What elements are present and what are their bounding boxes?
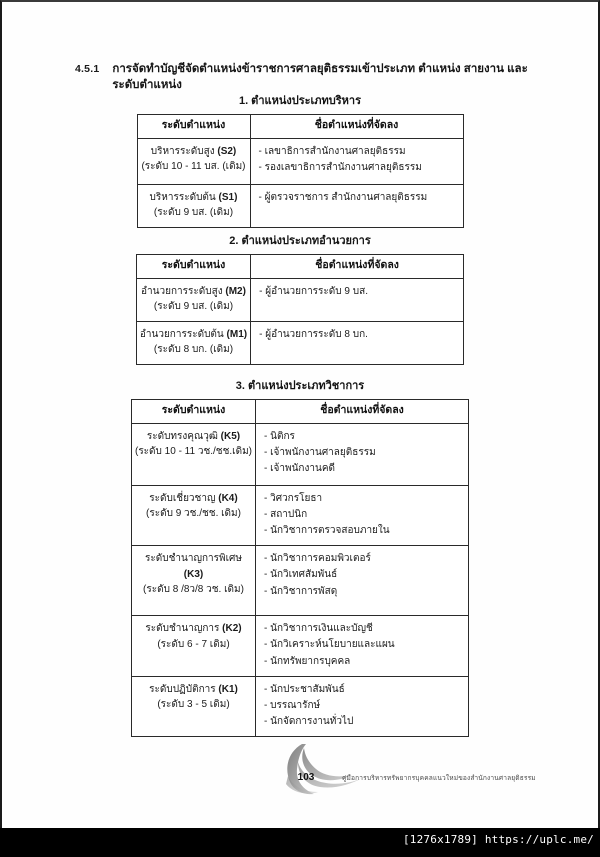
position-level-text	[137, 322, 250, 364]
position-level-cell	[131, 616, 255, 677]
position-names-list	[256, 677, 468, 737]
position-name-item: - ผู้อำนวยการระดับ 8 บก.	[259, 328, 368, 340]
position-level-text	[132, 486, 255, 528]
column-header	[137, 115, 250, 139]
position-level-line: (ระดับ 10 - 11 บส. (เดิม)	[141, 161, 246, 173]
position-names-cell	[256, 676, 469, 737]
position-level-line: (ระดับ 8 /8ว/8 วช. เดิม)	[143, 584, 244, 596]
position-names-list	[251, 185, 463, 212]
position-names-cell	[251, 278, 464, 321]
position-level-cell	[131, 546, 255, 616]
position-level-line: บริหารระดับสูง (S2)	[150, 145, 237, 157]
position-name-item: - รองเลขาธิการสำนักงานศาลยุติธรรม	[258, 161, 422, 173]
position-level-cell	[131, 676, 255, 737]
table-row	[131, 546, 468, 616]
position-level-line: ระดับปฏิบัติการ (K1)	[149, 683, 238, 695]
position-level-line: (ระดับ 8 บก. (เดิม)	[153, 344, 234, 356]
position-code: (M2)	[225, 285, 246, 297]
position-level-line	[135, 567, 252, 583]
table-row	[137, 184, 463, 227]
position-code: (K1)	[218, 683, 238, 695]
position-name-item: - นักจัดการงานทั่วไป	[264, 716, 354, 728]
position-names-list	[256, 486, 468, 546]
position-level-line: ระดับทรงคุณวุฒิ (K5)	[146, 430, 241, 442]
position-names-cell	[250, 184, 463, 227]
position-name-item: - นักประชาสัมพันธ์	[264, 683, 345, 695]
position-code: (M1)	[226, 328, 248, 340]
watermark-text: [1276x1789] https://uplc.me/	[402, 833, 594, 846]
position-name-item: - นักวิเทศสัมพันธ์	[264, 569, 338, 581]
table-caption: 2. ตำแหน่งประเภทอำนวยการ	[229, 235, 371, 247]
table-row	[136, 278, 463, 321]
position-level-text	[138, 139, 250, 181]
page-title: การจัดทำบัญชีจัดตำแหน่งข้าราชการศาลยุติธรรมเข้าประเภท ตำแหน่ง สายงาน และระดับตำแหน่ง	[112, 63, 528, 91]
position-level-line: (ระดับ 10 - 11 วช./ชช.เดิม)	[134, 446, 252, 458]
position-level-text	[132, 546, 255, 604]
table-header-row	[131, 400, 468, 424]
position-name-item: - เจ้าพนักงานคดี	[264, 463, 336, 475]
column-header	[131, 400, 255, 424]
position-table	[137, 114, 464, 228]
position-level-cell	[137, 138, 250, 184]
position-code: (K4)	[218, 492, 238, 504]
position-names-cell	[256, 485, 469, 546]
position-names-cell	[256, 616, 469, 677]
column-header-label: ระดับตำแหน่ง	[161, 119, 226, 131]
position-name-item: - นักวิชาการตรวจสอบภายใน	[264, 525, 390, 537]
position-level-text	[137, 279, 250, 321]
table-row	[137, 138, 463, 184]
table-block-3	[0, 376, 600, 737]
position-level-line: (ระดับ 6 - 7 เดิม)	[157, 638, 230, 650]
position-level-text	[132, 424, 255, 466]
position-level-text	[132, 677, 255, 719]
position-table	[136, 254, 464, 365]
position-level-line: อำนวยการระดับต้น (M1)	[139, 328, 248, 340]
position-code: (K2)	[222, 623, 242, 635]
column-header	[251, 255, 464, 279]
position-name-item: - วิศวกรโยธา	[264, 492, 323, 504]
position-names-list	[251, 139, 463, 182]
position-name-item: - ผู้ตรวจราชการ สำนักงานศาลยุติธรรม	[258, 191, 428, 203]
feather-swoosh-icon	[258, 742, 368, 798]
position-level-line: (ระดับ 9 บส. (เดิม)	[153, 207, 234, 219]
position-level-line: (ระดับ 9 วช./ชช. เดิม)	[146, 508, 241, 520]
position-names-list	[256, 546, 468, 606]
position-names-list	[251, 322, 463, 349]
footer-caption: คู่มือการบริหารทรัพยากรบุคคลแนวใหม่ของสำนักงานศาลยุติธรรม	[342, 775, 536, 782]
table-caption: 3. ตำแหน่งประเภทวิชาการ	[235, 380, 365, 392]
position-level-line: บริหารระดับต้น (S1)	[149, 191, 238, 203]
position-level-line: อำนวยการระดับสูง (M2)	[141, 285, 246, 297]
column-header	[256, 400, 469, 424]
position-level-cell	[137, 184, 250, 227]
table-row	[136, 321, 463, 364]
position-level-cell	[136, 321, 250, 364]
position-code: (S1)	[218, 191, 238, 203]
position-code: (S2)	[217, 145, 237, 157]
position-level-text	[138, 185, 250, 227]
position-name-item: - ผู้อำนวยการระดับ 9 บส.	[259, 285, 368, 297]
position-level-line: ระดับชำนาญการ (K2)	[145, 623, 242, 635]
position-names-cell	[256, 423, 469, 485]
position-name-item: - เลขาธิการสำนักงานศาลยุติธรรม	[258, 145, 406, 157]
table-row	[131, 423, 468, 485]
table-row	[131, 676, 468, 737]
position-level-cell	[131, 485, 255, 546]
table-header-row	[136, 255, 463, 279]
position-name-item: - นักวิเคราะห์นโยบายและแผน	[264, 639, 395, 651]
table-caption: 1. ตำแหน่งประเภทบริหาร	[238, 95, 362, 107]
position-names-cell	[250, 138, 463, 184]
position-name-item: - นักวิชาการพัสดุ	[264, 585, 338, 597]
position-level-line: (ระดับ 3 - 5 เดิม)	[157, 699, 230, 711]
column-header-label: ชื่อตำแหน่งที่จัดลง	[315, 259, 399, 271]
section-heading	[0, 62, 600, 93]
position-code: (K3)	[183, 568, 204, 580]
table-row	[131, 616, 468, 677]
column-header	[136, 255, 250, 279]
position-name-item: - สถาปนิก	[264, 508, 308, 520]
position-names-list	[251, 279, 463, 306]
column-header-label: ระดับตำแหน่ง	[161, 259, 226, 271]
position-name-item: - นิติกร	[264, 430, 295, 442]
column-header-label: ระดับตำแหน่ง	[161, 404, 226, 416]
position-name-item: - บรรณารักษ์	[264, 699, 321, 711]
position-names-list	[256, 424, 468, 484]
table-header-row	[137, 115, 463, 139]
position-level-text	[132, 616, 255, 658]
position-level-cell	[136, 278, 250, 321]
position-name-item: - นักวิชาการเงินและบัญชี	[264, 623, 373, 635]
position-names-list	[256, 616, 468, 676]
column-header-label: ชื่อตำแหน่งที่จัดลง	[320, 404, 404, 416]
position-level-line: ระดับเชี่ยวชาญ (K4)	[149, 492, 238, 504]
position-level-cell	[131, 423, 255, 485]
position-code: (K5)	[220, 430, 241, 442]
position-level-line: (ระดับ 9 บส. (เดิม)	[153, 301, 234, 313]
position-name-item: - นักทรัพยากรบุคคล	[264, 655, 351, 667]
column-header	[250, 115, 463, 139]
page-number: 103	[297, 772, 315, 783]
position-name-item: - เจ้าพนักงานศาลยุติธรรม	[264, 446, 376, 458]
section-number: 4.5.1	[75, 63, 100, 75]
position-names-cell	[256, 546, 469, 616]
table-block-2	[0, 231, 600, 365]
position-name-item: - นักวิชาการคอมพิวเตอร์	[264, 553, 371, 565]
column-header-label: ชื่อตำแหน่งที่จัดลง	[314, 119, 399, 131]
table-row	[131, 485, 468, 546]
position-names-cell	[251, 321, 464, 364]
position-table	[131, 399, 469, 737]
position-level-line: ระดับชำนาญการพิเศษ	[145, 553, 242, 565]
table-block-1	[0, 91, 600, 228]
